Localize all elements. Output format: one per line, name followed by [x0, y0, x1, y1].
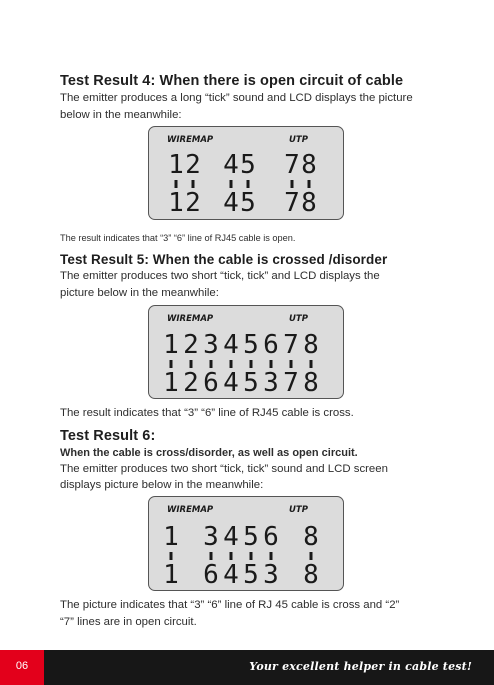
lcd-bottom-digit: 3: [263, 368, 279, 398]
lcd-utp-label: UTP: [289, 505, 308, 515]
lcd-utp-label: UTP: [289, 314, 308, 324]
result6-line2: displays picture below in the meanwhile:: [60, 479, 264, 491]
result4-heading: Test Result 4: When there is open circuit of cable: [60, 73, 404, 89]
lcd-link-mark: [270, 552, 273, 560]
result5-heading: Test Result 5: When the cable is crossed /disorder: [60, 252, 388, 267]
lcd-top-digit: 5: [243, 522, 259, 552]
lcd-link-mark: [230, 360, 233, 368]
lcd-link-mark: [210, 360, 213, 368]
lcd-top-digit: 3: [203, 522, 219, 552]
lcd-display-result4: [148, 126, 344, 220]
lcd-top-digit: 5: [240, 150, 256, 180]
result6-heading: Test Result 6:: [60, 428, 156, 444]
lcd-wiremap-label: WIREMAP: [167, 135, 214, 145]
lcd-link-mark: [310, 552, 313, 560]
lcd-bottom-digit: 7: [284, 188, 300, 218]
lcd-wiremap-label: WIREMAP: [167, 505, 214, 515]
lcd-link-mark: [175, 180, 178, 188]
lcd-bottom-digit: 1: [163, 368, 179, 398]
lcd-wiremap-label: WIREMAP: [167, 314, 214, 324]
lcd-bottom-digit: 6: [203, 560, 219, 590]
lcd-top-digit: 5: [243, 330, 259, 360]
lcd-link-mark: [247, 180, 250, 188]
result5-result-text: The result indicates that “3” “6” line of RJ45 cable is cross.: [60, 407, 354, 419]
lcd-link-mark: [230, 180, 233, 188]
result4-result-text: The result indicates that “3” “6” line of RJ45 cable is open.: [60, 233, 296, 243]
lcd-bottom-digit: 5: [243, 368, 259, 398]
lcd-link-mark: [310, 360, 313, 368]
lcd-bottom-digit: 4: [223, 188, 239, 218]
lcd-top-digit: 4: [223, 522, 239, 552]
lcd-top-digit: 3: [203, 330, 219, 360]
result4-line2: below in the meanwhile:: [60, 109, 182, 121]
page-number-box: [0, 650, 44, 685]
lcd-link-mark: [270, 360, 273, 368]
lcd-segment-display: [149, 127, 345, 221]
lcd-link-mark: [230, 552, 233, 560]
lcd-display-result6: [148, 496, 344, 591]
lcd-top-digit: 8: [301, 150, 317, 180]
lcd-link-mark: [170, 360, 173, 368]
lcd-link-mark: [190, 360, 193, 368]
lcd-top-digit: 8: [303, 330, 319, 360]
lcd-bottom-digit: 5: [240, 188, 256, 218]
lcd-link-mark: [170, 552, 173, 560]
lcd-bottom-digit: 1: [163, 560, 179, 590]
lcd-link-mark: [210, 552, 213, 560]
lcd-segment-display: [149, 497, 345, 592]
lcd-top-digit: 6: [263, 330, 279, 360]
lcd-bottom-digit: 4: [223, 368, 239, 398]
lcd-link-mark: [291, 180, 294, 188]
lcd-bottom-digit: 2: [183, 368, 199, 398]
lcd-segment-display: [149, 306, 345, 400]
lcd-display-result5: [148, 305, 344, 399]
lcd-link-mark: [250, 552, 253, 560]
lcd-bottom-digit: 1: [168, 188, 184, 218]
page-number: 06: [15, 660, 29, 672]
lcd-link-mark: [308, 180, 311, 188]
lcd-top-digit: 1: [163, 522, 179, 552]
lcd-bottom-digit: 6: [203, 368, 219, 398]
lcd-top-digit: 1: [163, 330, 179, 360]
lcd-bottom-digit: 8: [303, 368, 319, 398]
lcd-bottom-digit: 4: [223, 560, 239, 590]
lcd-link-mark: [290, 360, 293, 368]
lcd-utp-label: UTP: [289, 135, 308, 145]
lcd-top-digit: 2: [185, 150, 201, 180]
result6-result-line1: The picture indicates that “3” “6” line of RJ 45 cable is cross and “2”: [60, 599, 400, 611]
lcd-top-digit: 7: [284, 150, 300, 180]
lcd-bottom-digit: 7: [283, 368, 299, 398]
lcd-bottom-digit: 8: [301, 188, 317, 218]
result6-line1: The emitter produces two short “tick, tick” sound and LCD screen: [60, 463, 388, 475]
result5-line1: The emitter produces two short “tick, tick” and LCD displays the: [60, 270, 380, 282]
lcd-top-digit: 7: [283, 330, 299, 360]
footer-slogan: Your excellent helper in cable test!: [249, 660, 472, 673]
lcd-link-mark: [250, 360, 253, 368]
footer-bar: [0, 650, 494, 685]
result5-line2: picture below in the meanwhile:: [60, 287, 219, 299]
lcd-bottom-digit: 2: [185, 188, 201, 218]
lcd-top-digit: 4: [223, 150, 239, 180]
result4-line1: The emitter produces a long “tick” sound and LCD displays the picture: [60, 92, 413, 104]
lcd-bottom-digit: 5: [243, 560, 259, 590]
lcd-top-digit: 4: [223, 330, 239, 360]
result6-result-line2: “7” lines are in open circuit.: [60, 616, 197, 628]
lcd-top-digit: 2: [183, 330, 199, 360]
result6-subheading: When the cable is cross/disorder, as well as open circuit.: [60, 447, 358, 459]
lcd-link-mark: [192, 180, 195, 188]
lcd-bottom-digit: 3: [263, 560, 279, 590]
lcd-bottom-digit: 8: [303, 560, 319, 590]
lcd-top-digit: 6: [263, 522, 279, 552]
lcd-top-digit: 1: [168, 150, 184, 180]
lcd-top-digit: 8: [303, 522, 319, 552]
